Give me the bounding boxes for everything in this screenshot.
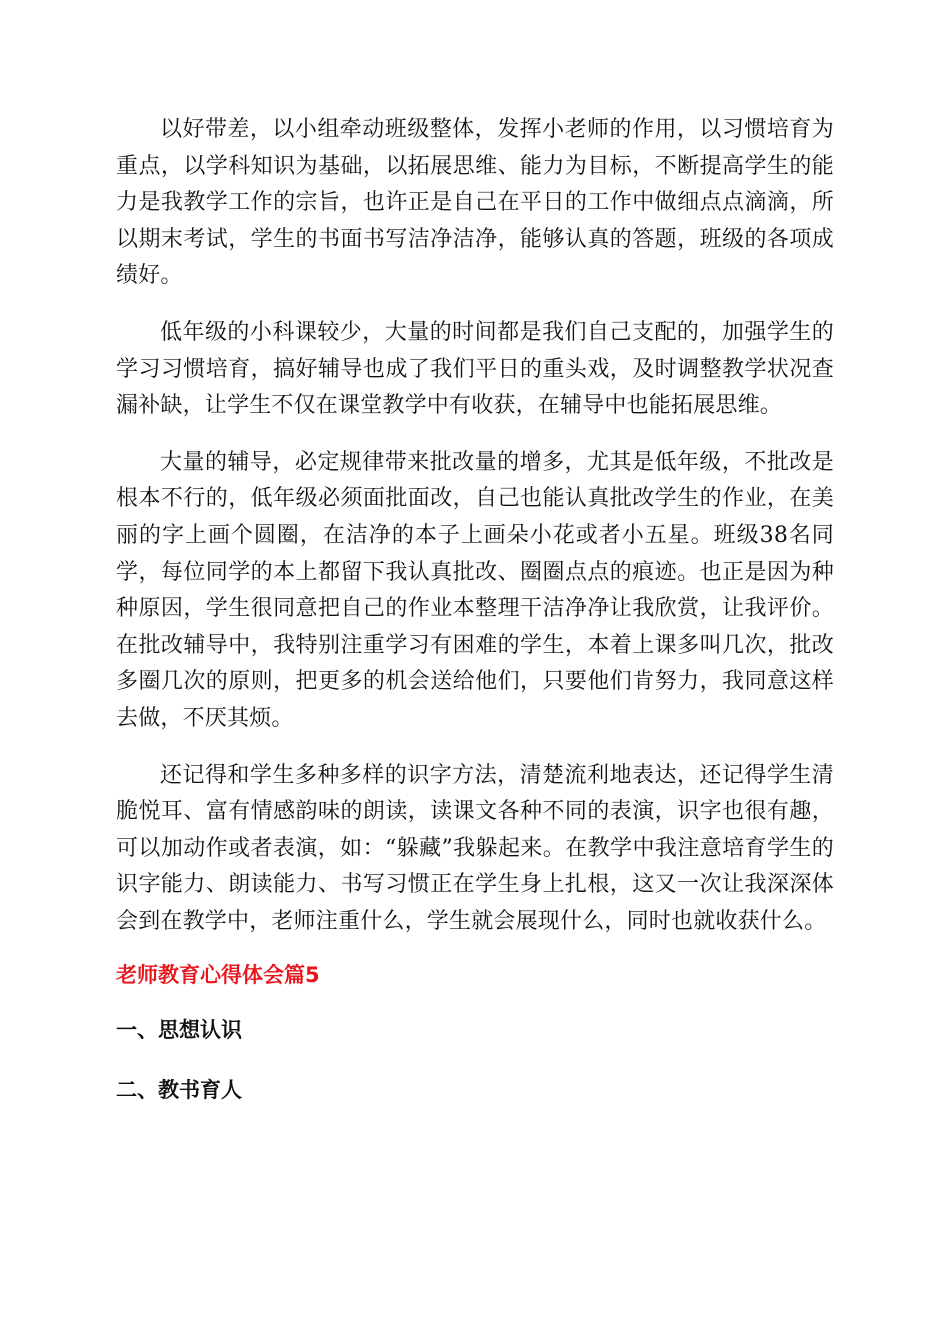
subheading-2: 二、教书育人 — [116, 1078, 242, 1103]
body-paragraph-3: 大量的辅导，必定规律带来批改量的增多，尤其是低年级，不批改是根本不行的，低年级必须面批面改，自己也能认真批改学生的作业，在美丽的字上画个圆圈，在洁净的本子上画朵小花或者小五星。班级38名同学，每位同学的本上都留下我认真批改、圈圈点点的痕迹。也正是因为种种原因，学生很同意把自己的作业本整理干洁净净让我欣赏，让我评价。在批改辅导中，我特别注重学习有困难的学生，本着上课多叫几次，批改多圈几次的原则，把更多的机会送给他们，只要他们肯努力，我同意这样去做，不厌其烦。 — [116, 449, 834, 731]
document-page — [116, 112, 834, 1135]
body-paragraph-2: 低年级的小科课较少，大量的时间都是我们自己支配的，加强学生的学习习惯培育，搞好辅导也成了我们平日的重头戏，及时调整教学状况查漏补缺，让学生不仅在课堂教学中有收获，在辅导中也能拓展思维。 — [116, 319, 834, 419]
subheading-1: 一、思想认识 — [116, 1018, 242, 1043]
body-paragraph-4: 还记得和学生多种多样的识字方法，清楚流利地表达，还记得学生清脆悦耳、富有情感韵味的朗读，读课文各种不同的表演，识字也很有趣，可以加动作或者表演，如：“躲藏”我躲起来。在教学中我注意培育学生的识字能力、朗读能力、书写习惯正在学生身上扎根，这又一次让我深深体会到在教学中，老师注重什么，学生就会展现什么，同时也就收获什么。 — [116, 762, 834, 934]
body-paragraph-1: 以好带差，以小组牵动班级整体，发挥小老师的作用，以习惯培育为重点，以学科知识为基础，以拓展思维、能力为目标，不断提高学生的能力是我教学工作的宗旨，也许正是自己在平日的工作中做细点点滴滴，所以期末考试，学生的书面书写洁净洁净，能够认真的答题，班级的各项成绩好。 — [116, 117, 834, 289]
section-title: 老师教育心得体会篇5 — [116, 963, 320, 988]
